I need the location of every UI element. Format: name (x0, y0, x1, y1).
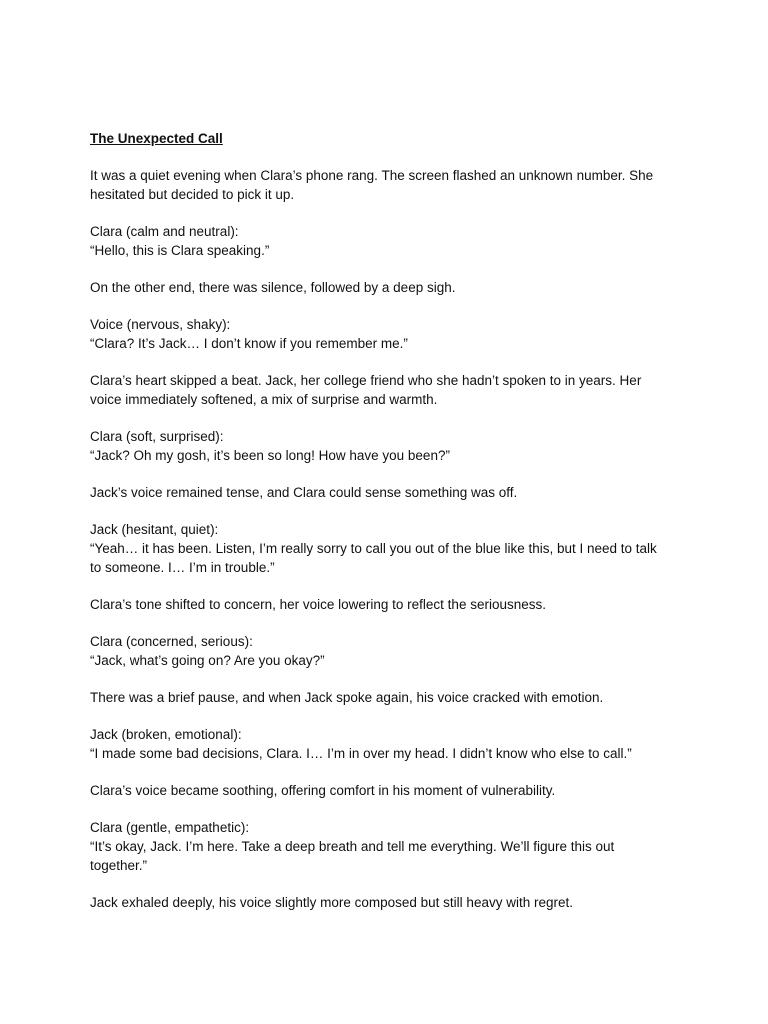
paragraph-line: Clara’s tone shifted to concern, her voice lowering to reflect the seriousness. (90, 597, 546, 612)
dialogue-line: “Jack, what’s going on? Are you okay?” (90, 653, 325, 668)
paragraph-line: hesitated but decided to pick it up. (90, 187, 295, 202)
paragraph-line: Jack’s voice remained tense, and Clara could sense something was off. (90, 485, 518, 500)
paragraph-line: On the other end, there was silence, followed by a deep sigh. (90, 280, 456, 295)
dialogue-line: “Hello, this is Clara speaking.” (90, 243, 270, 258)
dialogue-line: “It’s okay, Jack. I’m here. Take a deep breath and tell me everything. We’ll figure this out (90, 839, 615, 854)
dialogue-line: “Jack? Oh my gosh, it’s been so long! How have you been?” (90, 448, 450, 463)
document-body (90, 129, 690, 912)
dialogue-block (90, 818, 690, 875)
speaker-cue: Clara (calm and neutral): (90, 224, 239, 239)
document-title: The Unexpected Call (90, 131, 223, 146)
paragraph-line: There was a brief pause, and when Jack spoke again, his voice cracked with emotion. (90, 690, 604, 705)
speaker-cue: Clara (soft, surprised): (90, 429, 224, 444)
speaker-cue: Voice (nervous, shaky): (90, 317, 231, 332)
dialogue-block (90, 725, 690, 763)
dialogue-line: “Clara? It’s Jack… I don’t know if you remember me.” (90, 336, 408, 351)
paragraph (90, 278, 690, 297)
dialogue-block (90, 222, 690, 260)
paragraph (90, 893, 690, 912)
paragraph (90, 371, 690, 409)
dialogue-line: together.” (90, 858, 148, 873)
paragraph-line: Clara’s heart skipped a beat. Jack, her college friend who she hadn’t spoken to in years. Her (90, 373, 642, 388)
paragraph-line: Clara’s voice became soothing, offering comfort in his moment of vulnerability. (90, 783, 556, 798)
speaker-cue: Jack (hesitant, quiet): (90, 522, 219, 537)
speaker-cue: Clara (concerned, serious): (90, 634, 253, 649)
paragraph-line: It was a quiet evening when Clara’s phone rang. The screen flashed an unknown number. She (90, 168, 654, 183)
dialogue-block (90, 315, 690, 353)
paragraph (90, 595, 690, 614)
paragraph-line: voice immediately softened, a mix of surprise and warmth. (90, 392, 438, 407)
speaker-cue: Clara (gentle, empathetic): (90, 820, 250, 835)
speaker-cue: Jack (broken, emotional): (90, 727, 242, 742)
dialogue-line: “I made some bad decisions, Clara. I… I’m in over my head. I didn’t know who else to call.” (90, 746, 632, 761)
dialogue-block (90, 632, 690, 670)
dialogue-line: “Yeah… it has been. Listen, I’m really sorry to call you out of the blue like this, but I need to talk (90, 541, 657, 556)
paragraph-line: Jack exhaled deeply, his voice slightly more composed but still heavy with regret. (90, 895, 573, 910)
dialogue-block (90, 520, 690, 577)
dialogue-line: to someone. I… I’m in trouble.” (90, 560, 275, 575)
paragraph (90, 483, 690, 502)
paragraph (90, 166, 690, 204)
paragraph (90, 781, 690, 800)
dialogue-block (90, 427, 690, 465)
paragraph (90, 688, 690, 707)
